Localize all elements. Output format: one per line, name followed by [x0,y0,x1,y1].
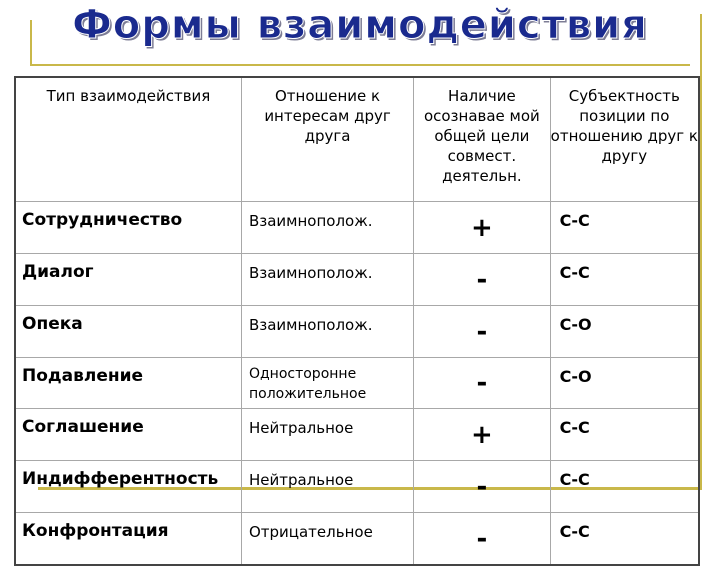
row-relation: Взаимнополож. [241,306,413,358]
row-subject: С-О [550,358,699,409]
row-subject: С-С [550,409,699,461]
decorative-frame-left [30,20,32,66]
row-goal: + [414,202,551,254]
row-type: Сотрудничество [15,202,241,254]
table-row [15,409,699,461]
slide-title: Формы взаимодействия [72,2,648,48]
table-row [15,202,699,254]
row-relation: Отрицательное [241,513,413,566]
decorative-frame-right [700,14,702,490]
header-common-goal: Наличие осознавае мой общей цели совмест. деятельн. [414,77,551,202]
table-row [15,254,699,306]
table-row [15,306,699,358]
row-type: Конфронтация [15,513,241,566]
table-row [15,513,699,566]
row-type: Подавление [15,358,241,409]
row-type: Индифферентность [15,461,241,513]
interaction-forms-table [14,76,700,566]
row-goal: + [414,409,551,461]
row-subject: С-С [550,461,699,513]
row-goal: - [414,461,551,513]
row-relation: Взаимнополож. [241,254,413,306]
row-relation: Односторонне положительное [241,358,413,409]
row-subject: С-О [550,306,699,358]
row-subject: С-С [550,202,699,254]
row-subject: С-С [550,254,699,306]
row-goal: - [414,254,551,306]
row-type: Соглашение [15,409,241,461]
row-goal: - [414,358,551,409]
row-goal: - [414,306,551,358]
table-row [15,461,699,513]
row-relation: Нейтральное [241,461,413,513]
table-header-row [15,77,699,202]
row-relation: Взаимнополож. [241,202,413,254]
header-relation-to-interests: Отношение к интересам друг друга [241,77,413,202]
row-subject: С-С [550,513,699,566]
header-subjectivity: Субъектность позиции по отношению друг к другу [550,77,699,202]
row-goal: - [414,513,551,566]
row-relation: Нейтральное [241,409,413,461]
header-interaction-type: Тип взаимодействия [15,77,241,202]
row-type: Опека [15,306,241,358]
decorative-frame-top-line [30,64,690,66]
row-type: Диалог [15,254,241,306]
table-row [15,358,699,409]
